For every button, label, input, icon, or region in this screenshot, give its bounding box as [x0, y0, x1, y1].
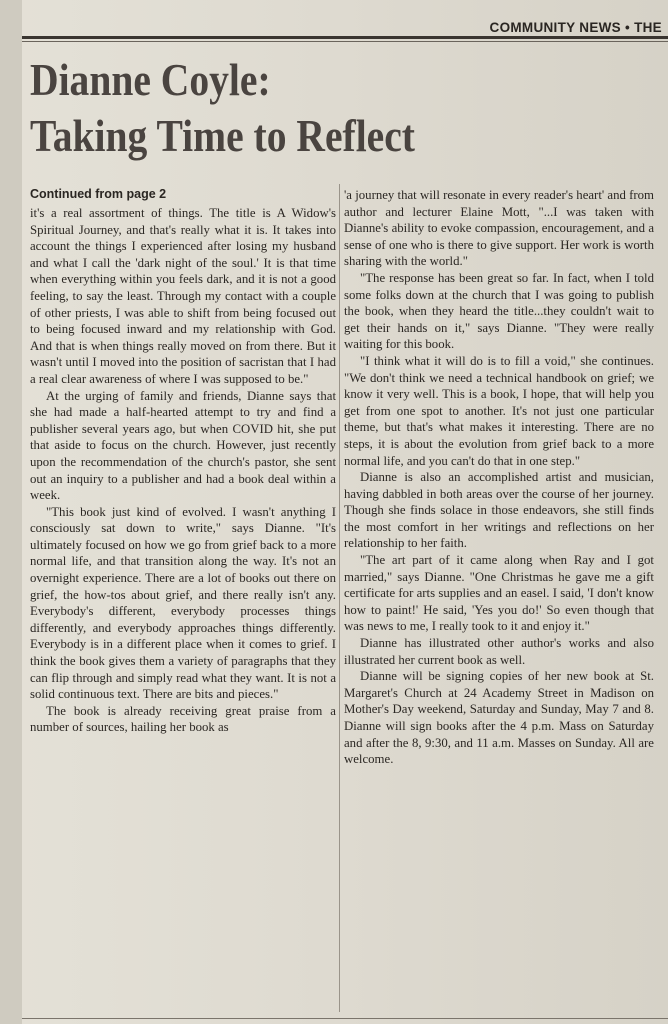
paragraph: "The art part of it came along when Ray and I got married," says Dianne. "One Christmas he gave me a gift certificate for arts supplies and an easel. I said, 'I don't know how to paint!' He said, 'Yes you do!' So even though that was news to me, I really took to it and enjoy it.": [344, 553, 654, 634]
paragraph: The book is already receiving great praise from a number of sources, hailing her book as: [30, 703, 336, 735]
headline: [30, 52, 555, 164]
paragraph: "The response has been great so far. In fact, when I told some folks down at the church that I was going to publish the book, when they heard the title...they couldn't wait to get their hands on it," says Dianne. "They were really waiting for this book.: [344, 270, 654, 352]
paragraph: 'a journey that will resonate in every reader's heart' and from author and lecturer Elaine Mott, "...I was taken with Dianne's ability to evoke compassion, encouragement, and a sense of one who is there to give support. Her work is worth sharing with the world.": [344, 188, 654, 269]
header-rule-thin: [22, 41, 668, 42]
paragraph: Dianne is also an accomplished artist and musician, having dabbled in both areas over the course of her journey. Though she finds solace in those endeavors, she still finds the most comfort in her writings and reflections on her relationship to her faith.: [344, 470, 654, 551]
header-rule: [22, 36, 668, 39]
headline-line-1: Dianne Coyle:: [30, 54, 271, 105]
paragraph: "I think what it will do is to fill a void," she continues. "We don't think we need a technical handbook on grief; we know it very well. This is a book, I hope, that will help you get from one spot to another. It's not just one particular theme, but that's what makes it interesting. There are no steps, it is about the evolution from grief back to a more normal life, and you can't do that in one step.": [344, 353, 654, 468]
paragraph: it's a real assortment of things. The title is A Widow's Spiritual Journey, and that's really what it is. It takes into account the things I experienced after losing my husband and what I call the 'dark night of the soul.' It is that time when everything within you feels dark, and it is not a good feeling, to say the least. Through my contact with a couple of other priests, I was able to shift from being focused out to being focused inward and my relationship with God. And that is when things really moved on from there. But it wasn't until I moved into the position of sacristan that I had a real clear awareness of where I was supposed to be.": [30, 206, 336, 386]
paragraph: "This book just kind of evolved. I wasn't anything I consciously sat down to write," says Dianne. "It's ultimately focused on how we go from grief back to a more normal life, and that transition along the way. It's not an overnight experience. There are a lot of books out there on grief, the how-tos about grief, and there really isn't any. Everybody's different, everybody processes things differently, and everybody approaches things differently. Everybody is in a different place when it comes to grief. I think the book gives them a variety of paragraphs that they can flip through and simply read what they want. It is not a solid continuous text. There are bits and pieces.": [30, 504, 336, 702]
section-label: COMMUNITY NEWS • THE: [489, 20, 662, 35]
paragraph: Dianne will be signing copies of her new book at St. Margaret's Church at 24 Academy Street in Madison on Mother's Day weekend, Saturday and Sunday, May 7 and 8. Dianne will sign books after the 4 p.m. Mass on Saturday and after the 8, 9:30, and 11 a.m. Masses on Sunday. All are welcome.: [344, 669, 654, 767]
page-gutter: [0, 0, 22, 1024]
article-column-right: [344, 187, 654, 1017]
paragraph: Dianne has illustrated other author's works and also illustrated her current book as well.: [344, 636, 654, 667]
column-divider: [339, 184, 340, 1012]
continued-from-label: Continued from page 2: [30, 187, 167, 201]
bottom-rule: [22, 1018, 668, 1019]
headline-line-2: Taking Time to Reflect: [30, 110, 415, 161]
article-column-left: [30, 205, 336, 1017]
paragraph: At the urging of family and friends, Dianne says that she had made a half-hearted attempt to try and find a publisher several years ago, but when COVID hit, she put that aside to focus on the church. However, just recently upon the recommendation of the church's pastor, she sent out an inquiry to a publisher and had a book deal within a week.: [30, 388, 336, 503]
